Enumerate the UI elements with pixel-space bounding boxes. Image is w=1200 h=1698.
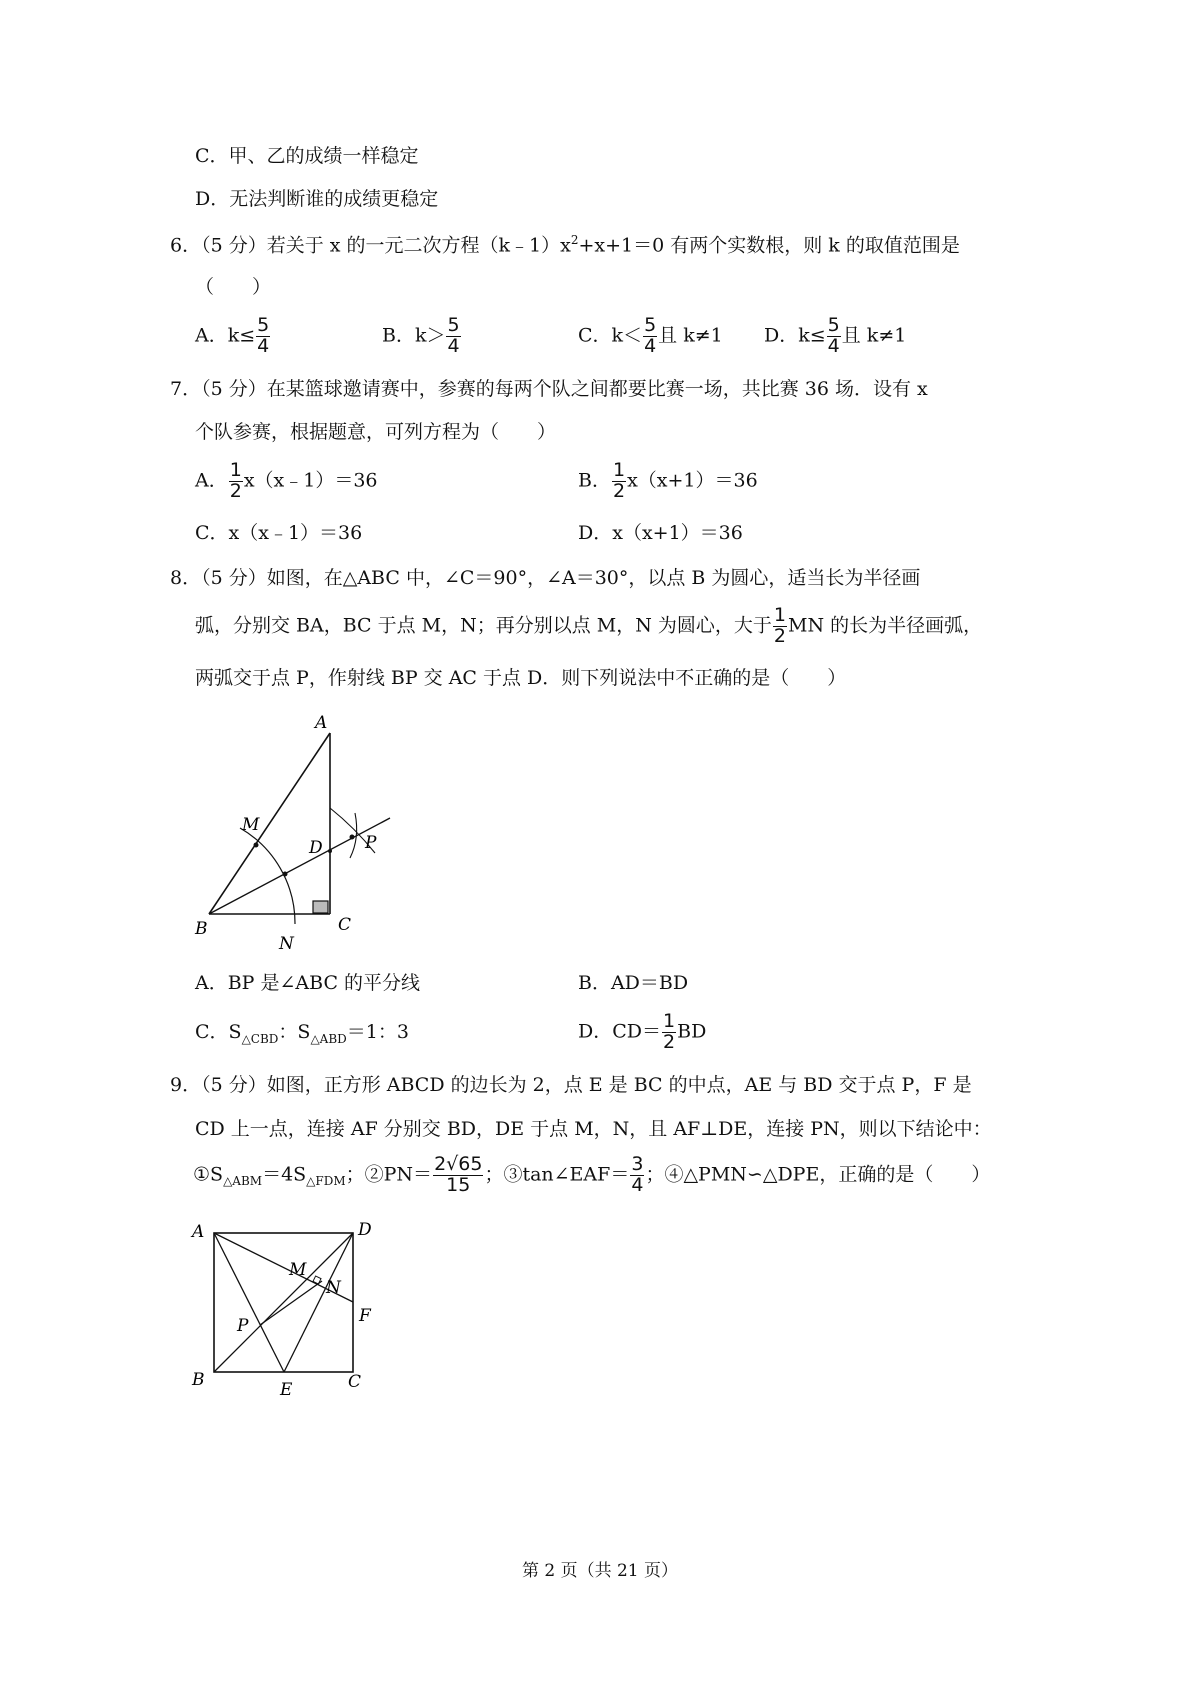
q9-fig-label-a: A (192, 1222, 205, 1242)
q6-option-c: C．k＜ $\frac{5}{4}$ 且 k≠1 (578, 314, 723, 357)
q9-stem-line1: 9．（5 分）如图，正方形 ABCD 的边长为 2，点 E 是 BC 的中点，AE 与 BD 交于点 P，F 是 (170, 1074, 972, 1096)
q8-option-d: D．CD＝ $\frac{1}{2}$ BD (578, 1010, 707, 1053)
q7-option-b: B． $\frac{1}{2}$ x（x+1）＝36 (578, 459, 758, 502)
q6-stem: 6．（5 分）若关于 x 的一元二次方程$(k﹣1)x^2+x+1=0$ 有两个实数根，则 k 的取值范围是 (170, 233, 960, 257)
q9-fig-label-p: P (237, 1316, 249, 1336)
q8-fig-label-p: P (365, 833, 377, 853)
q9-fig-label-n: N (326, 1278, 341, 1298)
q8-stem-line2: 弧，分别交 BA，BC 于点 M，N；再分别以点 M，N 为圆心，大于 $\frac{1}{2}$ MN 的长为半径画弧， (195, 604, 983, 647)
q9-fig-label-f: F (359, 1306, 371, 1326)
q8-fig-label-m: M (242, 815, 260, 835)
q7-option-d: D．x（x+1）＝36 (578, 522, 743, 544)
q9-fig-label-b: B (192, 1370, 205, 1390)
q6-option-b: B．k＞ $\frac{5}{4}$ (382, 314, 460, 357)
q6-option-d: D．k≤ $\frac{5}{4}$ 且 k≠1 (764, 314, 907, 357)
q9-figure (188, 1215, 388, 1405)
q8-stem-line1: 8．（5 分）如图，在△ABC 中，∠C＝90°，∠A＝30°，以点 B 为圆心，适当长为半径画 (170, 567, 921, 589)
q7-option-c: C．x（x﹣1）＝36 (195, 522, 363, 544)
page-footer: 第 2 页（共 21 页） (521, 1561, 679, 1581)
q9-fig-label-c: C (348, 1372, 362, 1392)
q8-fig-label-c: C (338, 915, 352, 935)
q6-option-a: A．k≤ $\frac{5}{4}$ (195, 314, 270, 357)
q8-figure (190, 708, 410, 958)
q8-option-c: C．$S_{\triangle CBD}$：$S_{\triangle ABD}=1$：3 (195, 1021, 409, 1046)
q8-fig-label-a: A (315, 713, 328, 733)
q5-option-c: C．甲、乙的成绩一样稳定 (195, 145, 419, 167)
q7-stem-line1: 7．（5 分）在某篮球邀请赛中，参赛的每两个队之间都要比赛一场，共比赛 36 场．设有 x (170, 378, 928, 400)
q9-stem-line2: CD 上一点，连接 AF 分别交 BD，DE 于点 M，N，且 AF⊥DE，连接 PN，则以下结论中： (195, 1118, 992, 1140)
q9-stem-line3: $①S_{\triangle ABM}=4S_{\triangle FDM}$；②PN＝ $\frac{2√65}{15}$ ；③tan∠EAF＝ $\frac{3}{4}$ ；④△PMN∽△DPE，正确的是（ ） (193, 1153, 991, 1196)
q9-fig-label-e: E (280, 1380, 293, 1400)
q8-option-b: B．AD＝BD (578, 972, 689, 994)
q9-fig-label-d: D (358, 1220, 372, 1240)
q8-option-a: A．BP 是∠ABC 的平分线 (195, 972, 421, 994)
q5-option-d: D．无法判断谁的成绩更稳定 (195, 188, 439, 210)
q8-fig-label-n: N (279, 934, 294, 954)
q8-fig-label-d: D (309, 838, 323, 858)
q7-stem-line2: 个队参赛，根据题意，可列方程为（ ） (195, 421, 557, 443)
q7-option-a: A． $\frac{1}{2}$ x（x﹣1）＝36 (195, 459, 378, 502)
q9-fig-label-m: M (289, 1260, 307, 1280)
q6-stem-paren: （ ） (195, 276, 272, 298)
q8-stem-line3: 两弧交于点 P，作射线 BP 交 AC 于点 D．则下列说法中不正确的是（ ） (195, 667, 847, 689)
q8-fig-label-b: B (195, 919, 208, 939)
